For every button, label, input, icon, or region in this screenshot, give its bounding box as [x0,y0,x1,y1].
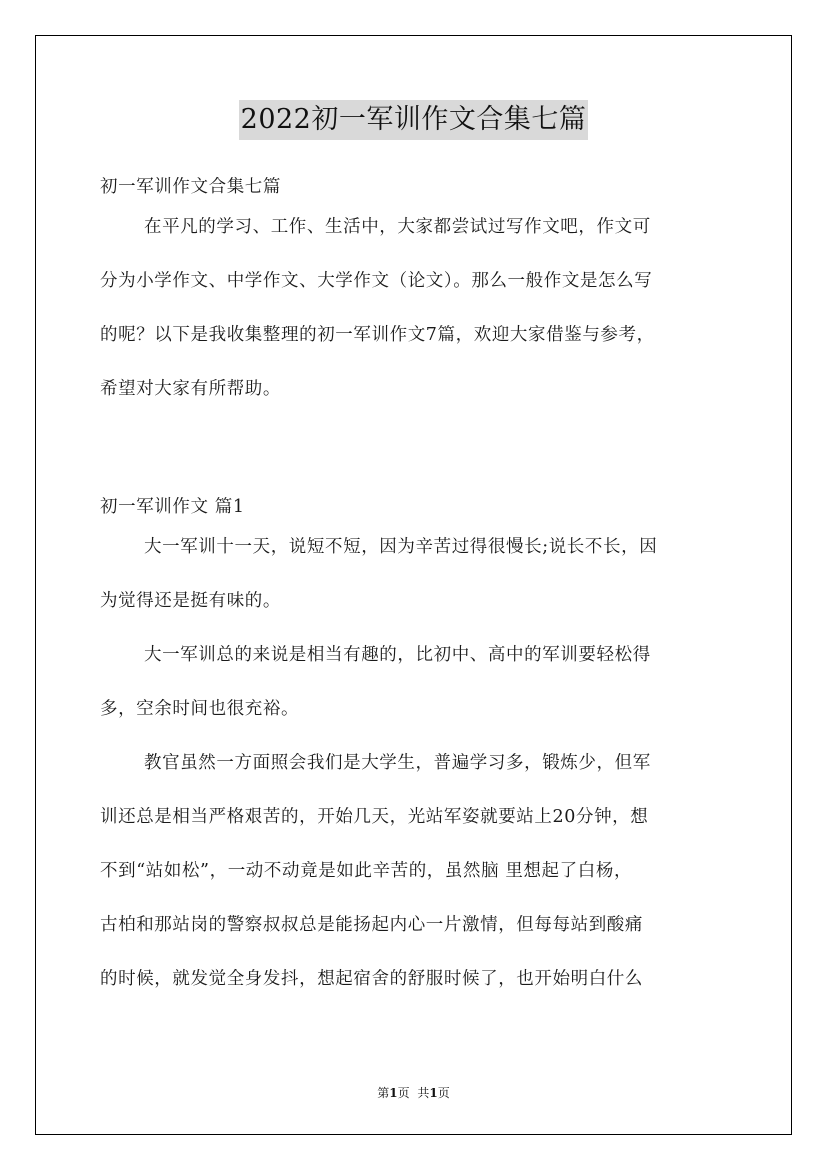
intro-line: 在平凡的学习、工作、生活中，大家都尝试过写作文吧，作文可 [144,217,651,237]
page-label-prefix: 第 [377,1086,390,1100]
total-label-suffix: 页 [437,1086,450,1100]
body-line: 教官虽然一方面照会我们是大学生，普遍学习多，锻炼少，但军 [144,753,651,773]
document-body [100,174,740,1020]
document-title: 2022初一军训作文合集七篇 [239,100,589,140]
body-line: 训还总是相当严格艰苦的，开始几天，光站军姿就要站上20分钟，想 [100,807,649,827]
body-line: 古柏和那站岗的警察叔叔总是能扬起内心一片激情，但每每站到酸痛 [100,915,643,935]
page-number: 1 [389,1086,398,1100]
title-wrap [0,100,827,140]
total-pages: 1 [429,1086,438,1100]
total-label-prefix: 共 [417,1086,430,1100]
body-line: 不到“站如松”，一动不动竟是如此辛苦的，虽然脑 里想起了白杨， [100,861,633,881]
page-footer [0,1084,827,1101]
page-label-suffix: 页 [397,1086,410,1100]
body-line: 多，空余时间也很充裕。 [100,699,300,719]
intro-line: 的呢？以下是我收集整理的初一军训作文7篇，欢迎大家借鉴与参考， [100,325,655,345]
body-line: 大一军训十一天，说短不短，因为辛苦过得很慢长;说长不长，因 [144,537,658,557]
section-heading: 初一军训作文 篇1 [100,497,245,517]
body-line: 的时候，就发觉全身发抖，想起宿舍的舒服时候了，也开始明白什么 [100,969,643,989]
intro-line: 希望对大家有所帮助。 [100,379,281,399]
document-subtitle: 初一军训作文合集七篇 [100,177,281,197]
body-line: 为觉得还是挺有味的。 [100,591,281,611]
section-gap [100,430,740,494]
body-line: 大一军训总的来说是相当有趣的，比初中、高中的军训要轻松得 [144,645,651,665]
intro-line: 分为小学作文、中学作文、大学作文（论文）。那么一般作文是怎么写 [100,271,653,291]
